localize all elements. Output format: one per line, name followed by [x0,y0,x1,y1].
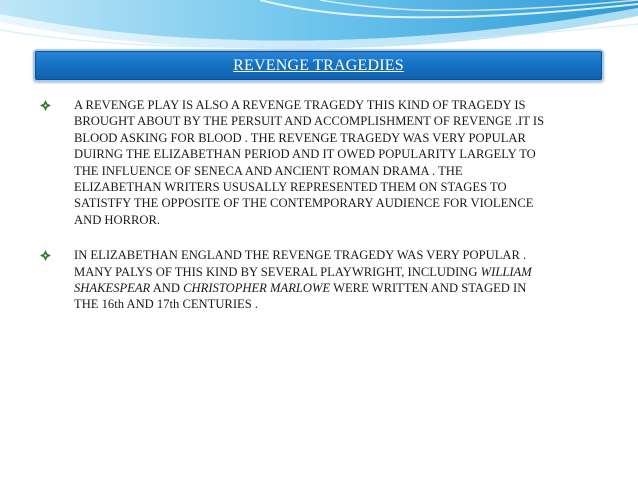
text-line: BROUGHT ABOUT BY THE PERSUIT AND ACCOMPLISHMENT OF REVENGE .IT IS [74,114,545,129]
slide-title: REVENGE TRAGEDIES [233,57,404,74]
text-span: MANY PALYS OF THIS KIND BY SEVERAL PLAYWRIGHT, INCLUDING [74,264,481,279]
text-line: SATISTFY THE OPPOSITE OF THE CONTEMPORARY AUDIENCE FOR VIOLENCE [74,196,534,211]
text-line: THE INFLUENCE OF SENECA AND ANCIENT ROMAN DRAMA . THE [74,163,463,178]
diamond-bullet-icon [40,250,51,261]
text-line: DUIRNG THE ELIZABETHAN PERIOD AND IT OWED POPULARITY LARGELY TO [74,147,536,162]
text-line: IN ELIZABETHAN ENGLAND THE REVENGE TRAGEDY WAS VERY POPULAR . [74,248,527,263]
text-line: ELIZABETHAN WRITERS USUSALLY REPRESENTED THEM ON STAGES TO [74,180,507,195]
text-line: THE 16th AND 17th CENTURIES . [74,297,259,312]
text-line [74,264,600,280]
bullet-point-1 [40,97,600,228]
text-line: A REVENGE PLAY IS ALSO A REVENGE TRAGEDY THIS KIND OF TRAGEDY IS [74,98,526,112]
slide-content [40,97,600,332]
text-line: BLOOD ASKING FOR BLOOD . THE REVENGE TRAGEDY WAS VERY POPULAR [74,130,526,145]
bullet-text-2 [74,247,600,313]
diamond-bullet-icon [40,100,51,111]
text-line: AND HORROR. [74,212,161,227]
author-name-marlowe: CHRISTOPHER MARLOWE [183,281,331,296]
bullet-point-2 [40,247,600,313]
text-line [74,280,600,296]
author-name-william: WILLIAM [480,264,532,279]
text-span: AND [150,281,184,296]
slide-title-bar [33,49,604,82]
author-name-shakespear: SHAKESPEAR [74,281,151,296]
bullet-text-1 [74,97,600,228]
text-span: WERE WRITTEN AND STAGED IN [330,281,527,296]
